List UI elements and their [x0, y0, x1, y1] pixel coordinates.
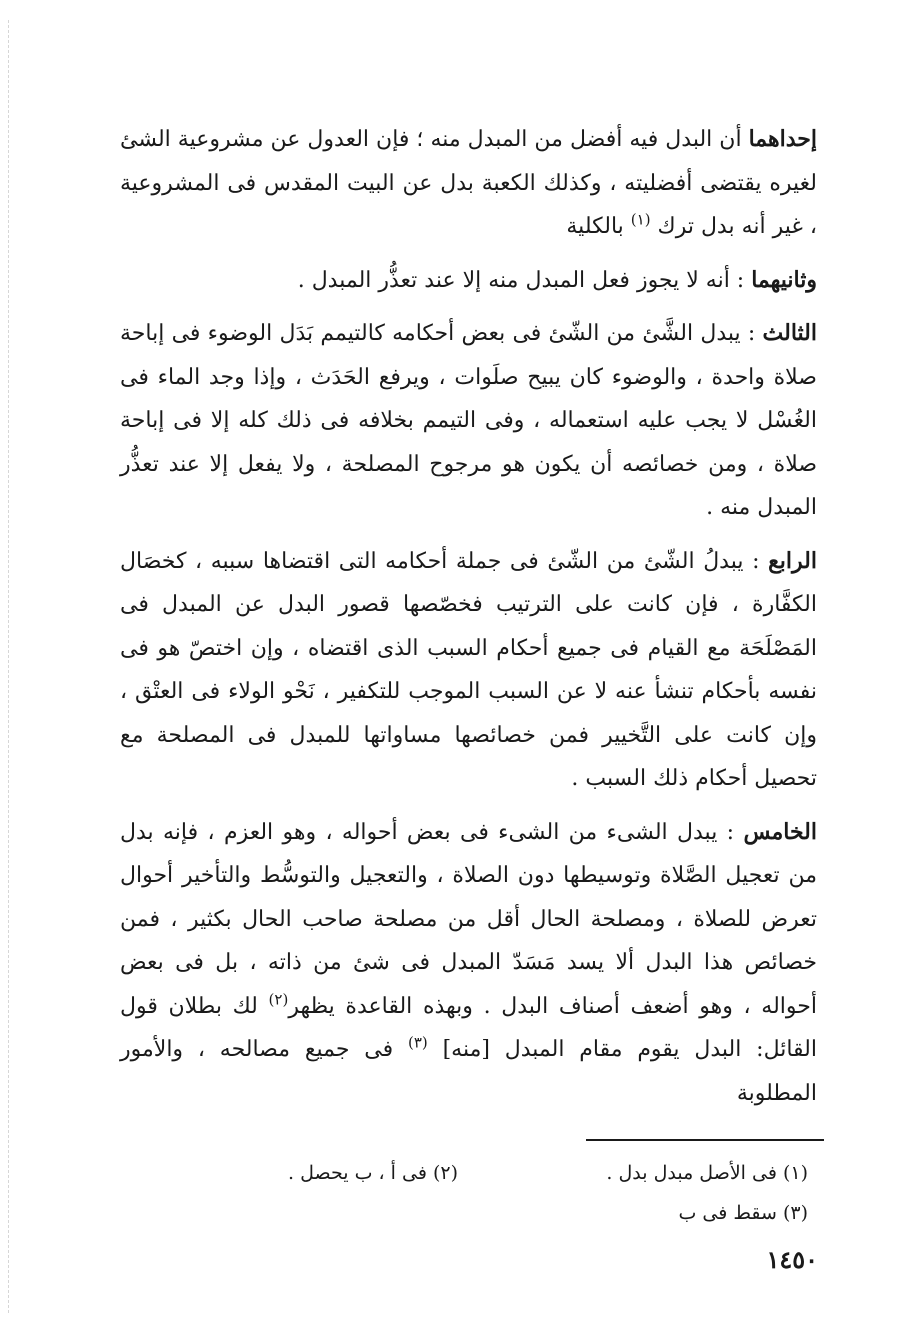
paragraph-second: [120, 259, 817, 303]
paragraph-text: : أنه لا يجوز فعل المبدل منه إلا عند تعذُّر المبدل .: [297, 267, 752, 293]
paragraph-fourth: [120, 540, 817, 801]
page-number: ١٤٥٠: [766, 1245, 818, 1274]
paragraph-third: [120, 312, 817, 530]
paragraph-lead: وثانيهما: [751, 266, 817, 293]
footnote-3: (٣) سقط فى ب: [678, 1202, 808, 1224]
paragraph-lead: الخامس: [743, 818, 817, 845]
footnote-2: (٢) فى أ ، ب يحصل .: [288, 1162, 458, 1184]
footnote-ref-3: (٣): [407, 1033, 428, 1052]
paragraph-tail: لك بطلان قول القائل: البدل يقوم مقام المبدل [منه]: [120, 993, 817, 1062]
paragraph-text: : يبدل الشَّئ من الشّئ فى بعض أحكامه كالتيمم بَدَل الوضوء فى إباحة صلاة واحدة ، والوضوء كان يبيح صلَوات ، ويرفع الحَدَث ، وإذا وجد الماء فى الغُسْل لا يجب عليه استعماله ، وفى التيمم بخلافه فى ذلك كله إلا فى إباحة صلاة ، ومن خصائصه أن يكون هو مرجوح المصلحة ، ولا يفعل إلا عند تعذُّر المبدل منه .: [120, 321, 817, 520]
footnote-ref-2: (٢): [268, 990, 289, 1009]
paragraph-lead: الثالث: [762, 320, 817, 346]
footnote-divider: [586, 1139, 824, 1141]
paragraph-text: : يبدل الشىء من الشىء فى بعض أحواله ، وهو العزم ، فإنه بدل من تعجيل الصَّلاة وتوسيطها دون الصلاة ، والتعجيل والتوسُّط والتأخير أحوال تعرض للصلاة ، ومصلحة الحال أقل من مصلحة صاحب الحال بكثير ، فمن خصائص هذا البدل ألا يسد مَسَدّ المبدل فى شئ من ذاته ، بل فى بعض أحواله ، وهو أضعف أصناف البدل . وبهذه القاعدة يظهر: [120, 819, 817, 1019]
paragraph-tail: بالكلية: [566, 214, 631, 239]
paragraph-fifth: [120, 811, 817, 1116]
paragraph-lead: إحداهما: [748, 126, 817, 152]
paragraph-text: : يبدلُ الشّئ من الشّئ فى جملة أحكامه التى اقتضاها سببه ، كخصَال الكفَّارة ، فإن كانت على الترتيب فخصّصها قصور البدل عن المبدل فى المَصْلَحَة مع القيام فى جميع أحكام السبب الذى اقتضاه ، وإن اختصّ هو فى نفسه بأحكام تنشأ عنه لا عن السبب الموجب للتكفير ، نَحْو الولاء فى العتْق ، وإن كانت على التَّخيير فمن خصائصها مساواتها للمبدل فى المصلحة مع تحصيل أحكام ذلك السبب .: [120, 548, 817, 791]
paragraph-first: [120, 118, 817, 249]
paragraph-text: أن البدل فيه أفضل من المبدل منه ؛ فإن العدول عن مشروعية الشئ لغيره يقتضى أفضليته ، وكذلك الكعبة بدل عن البيت المقدس فى المشروعية ، غير أنه بدل ترك: [120, 127, 817, 239]
paragraph-tail: فى جميع مصالحه ، والأمور المطلوبة: [120, 1037, 817, 1106]
scan-edge: [8, 20, 9, 1313]
footnote-ref-1: (١): [630, 210, 651, 229]
footnote-1: (١) فى الأصل مبدل بدل .: [606, 1162, 808, 1184]
main-text: [120, 118, 817, 1115]
paragraph-lead: الرابع: [768, 547, 817, 574]
